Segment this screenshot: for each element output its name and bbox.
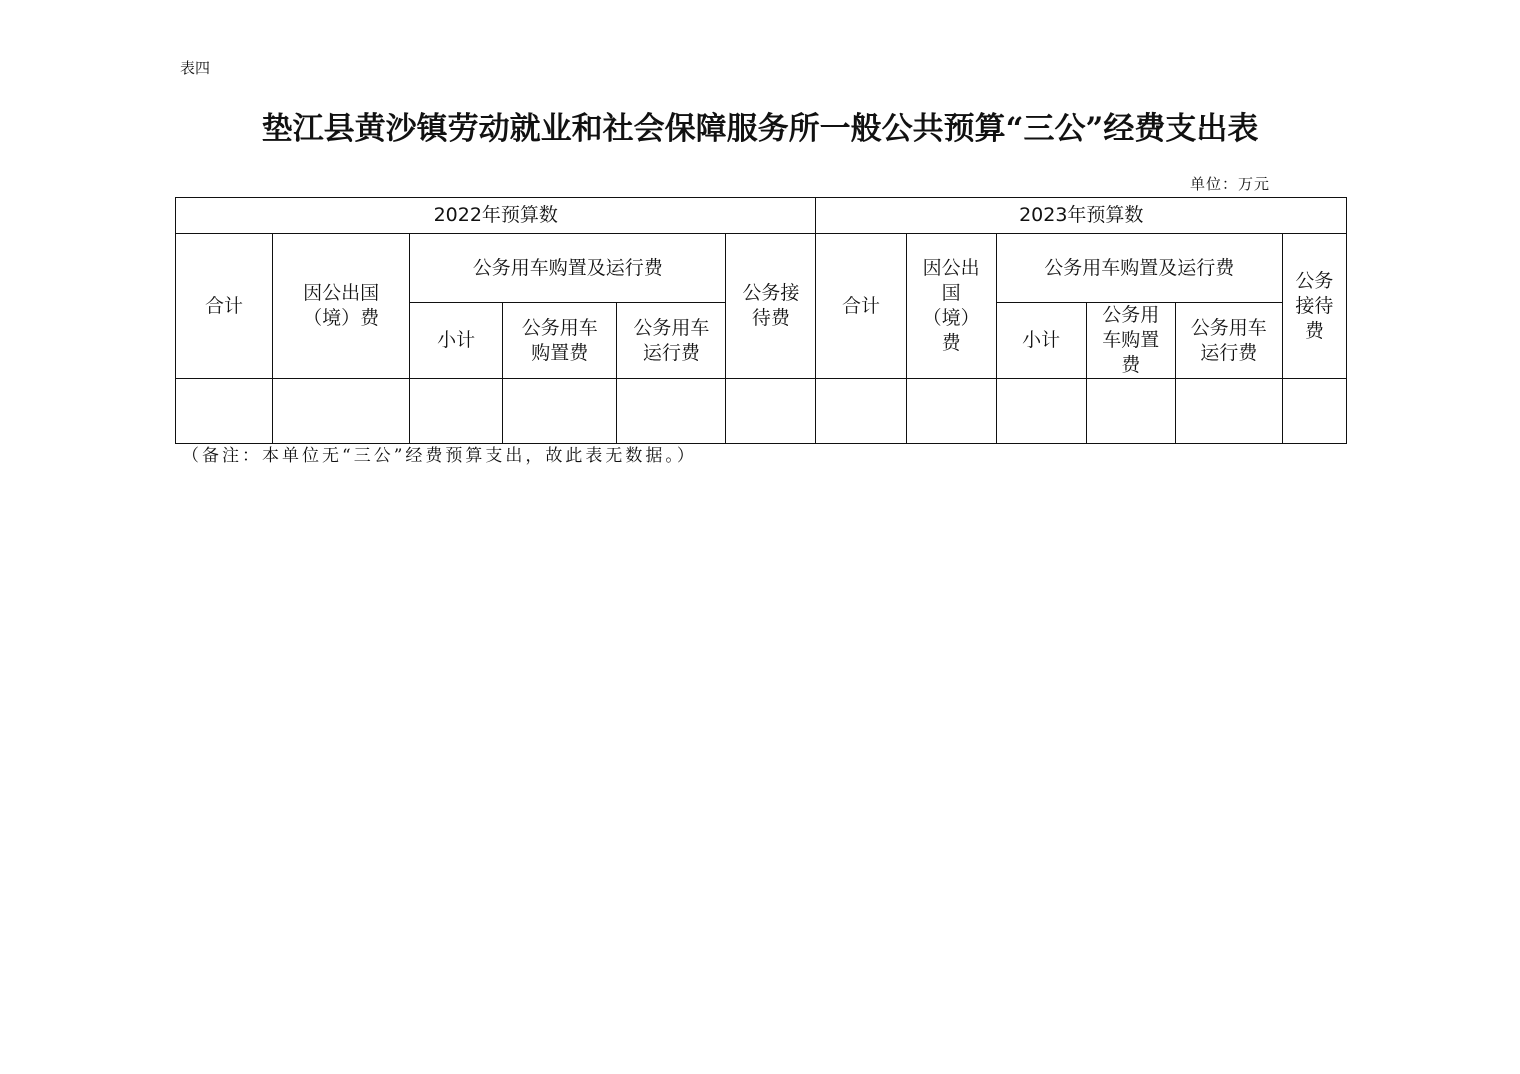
cell-2023-reception <box>1282 379 1346 444</box>
header-2023-reception <box>1282 234 1346 379</box>
header-2023-abroad-label: 因公出国（境）费 <box>922 257 980 354</box>
year-2023-header: 2023年预算数 <box>816 198 1347 234</box>
header-2022-vehicle-purchase <box>503 303 617 379</box>
header-2022-vehicle-purchase-label: 公务用车购置费 <box>521 316 598 364</box>
unit-label: 单位：万元 <box>1190 175 1271 193</box>
cell-2023-subtotal <box>996 379 1086 444</box>
cell-2023-vehicle-purchase <box>1086 379 1175 444</box>
cell-2022-abroad <box>273 379 410 444</box>
header-2022-vehicle: 公务用车购置及运行费 <box>410 234 726 303</box>
cell-2022-vehicle-operation <box>617 379 726 444</box>
header-2022-vehicle-operation <box>617 303 726 379</box>
cell-2022-total <box>176 379 273 444</box>
footnote: （备注：本单位无“三公”经费预算支出，故此表无数据。） <box>182 446 697 466</box>
header-2022-reception <box>726 234 816 379</box>
table-number-label: 表四 <box>180 59 211 77</box>
cell-2023-total <box>816 379 906 444</box>
year-2022-header: 2022年预算数 <box>176 198 816 234</box>
header-2023-vehicle-purchase <box>1086 303 1175 379</box>
header-row-categories <box>176 234 1347 303</box>
table-row <box>176 379 1347 444</box>
header-2023-vehicle-operation <box>1175 303 1282 379</box>
header-2023-total: 合计 <box>816 234 906 379</box>
header-2022-vehicle-operation-label: 公务用车运行费 <box>633 316 710 364</box>
budget-table <box>175 197 1347 444</box>
header-2023-vehicle-purchase-label: 公务用车购置费 <box>1102 304 1160 376</box>
cell-2022-reception <box>726 379 816 444</box>
cell-2023-vehicle-operation <box>1175 379 1282 444</box>
header-2023-reception-label: 公务接待费 <box>1295 269 1334 342</box>
header-2022-reception-label: 公务接待费 <box>742 282 800 329</box>
header-2022-total: 合计 <box>176 234 273 379</box>
header-row-years <box>176 198 1347 234</box>
page-title: 垫江县黄沙镇劳动就业和社会保障服务所一般公共预算“三公”经费支出表 <box>261 111 1259 147</box>
cell-2023-abroad <box>906 379 996 444</box>
header-2023-subtotal: 小计 <box>996 303 1086 379</box>
header-2022-abroad <box>273 234 410 379</box>
header-2022-abroad-label: 因公出国（境）费 <box>303 282 380 329</box>
header-2022-subtotal: 小计 <box>410 303 503 379</box>
header-2023-abroad <box>906 234 996 379</box>
cell-2022-vehicle-purchase <box>503 379 617 444</box>
cell-2022-subtotal <box>410 379 503 444</box>
header-2023-vehicle-operation-label: 公务用车运行费 <box>1190 316 1267 364</box>
header-2023-vehicle: 公务用车购置及运行费 <box>996 234 1282 303</box>
